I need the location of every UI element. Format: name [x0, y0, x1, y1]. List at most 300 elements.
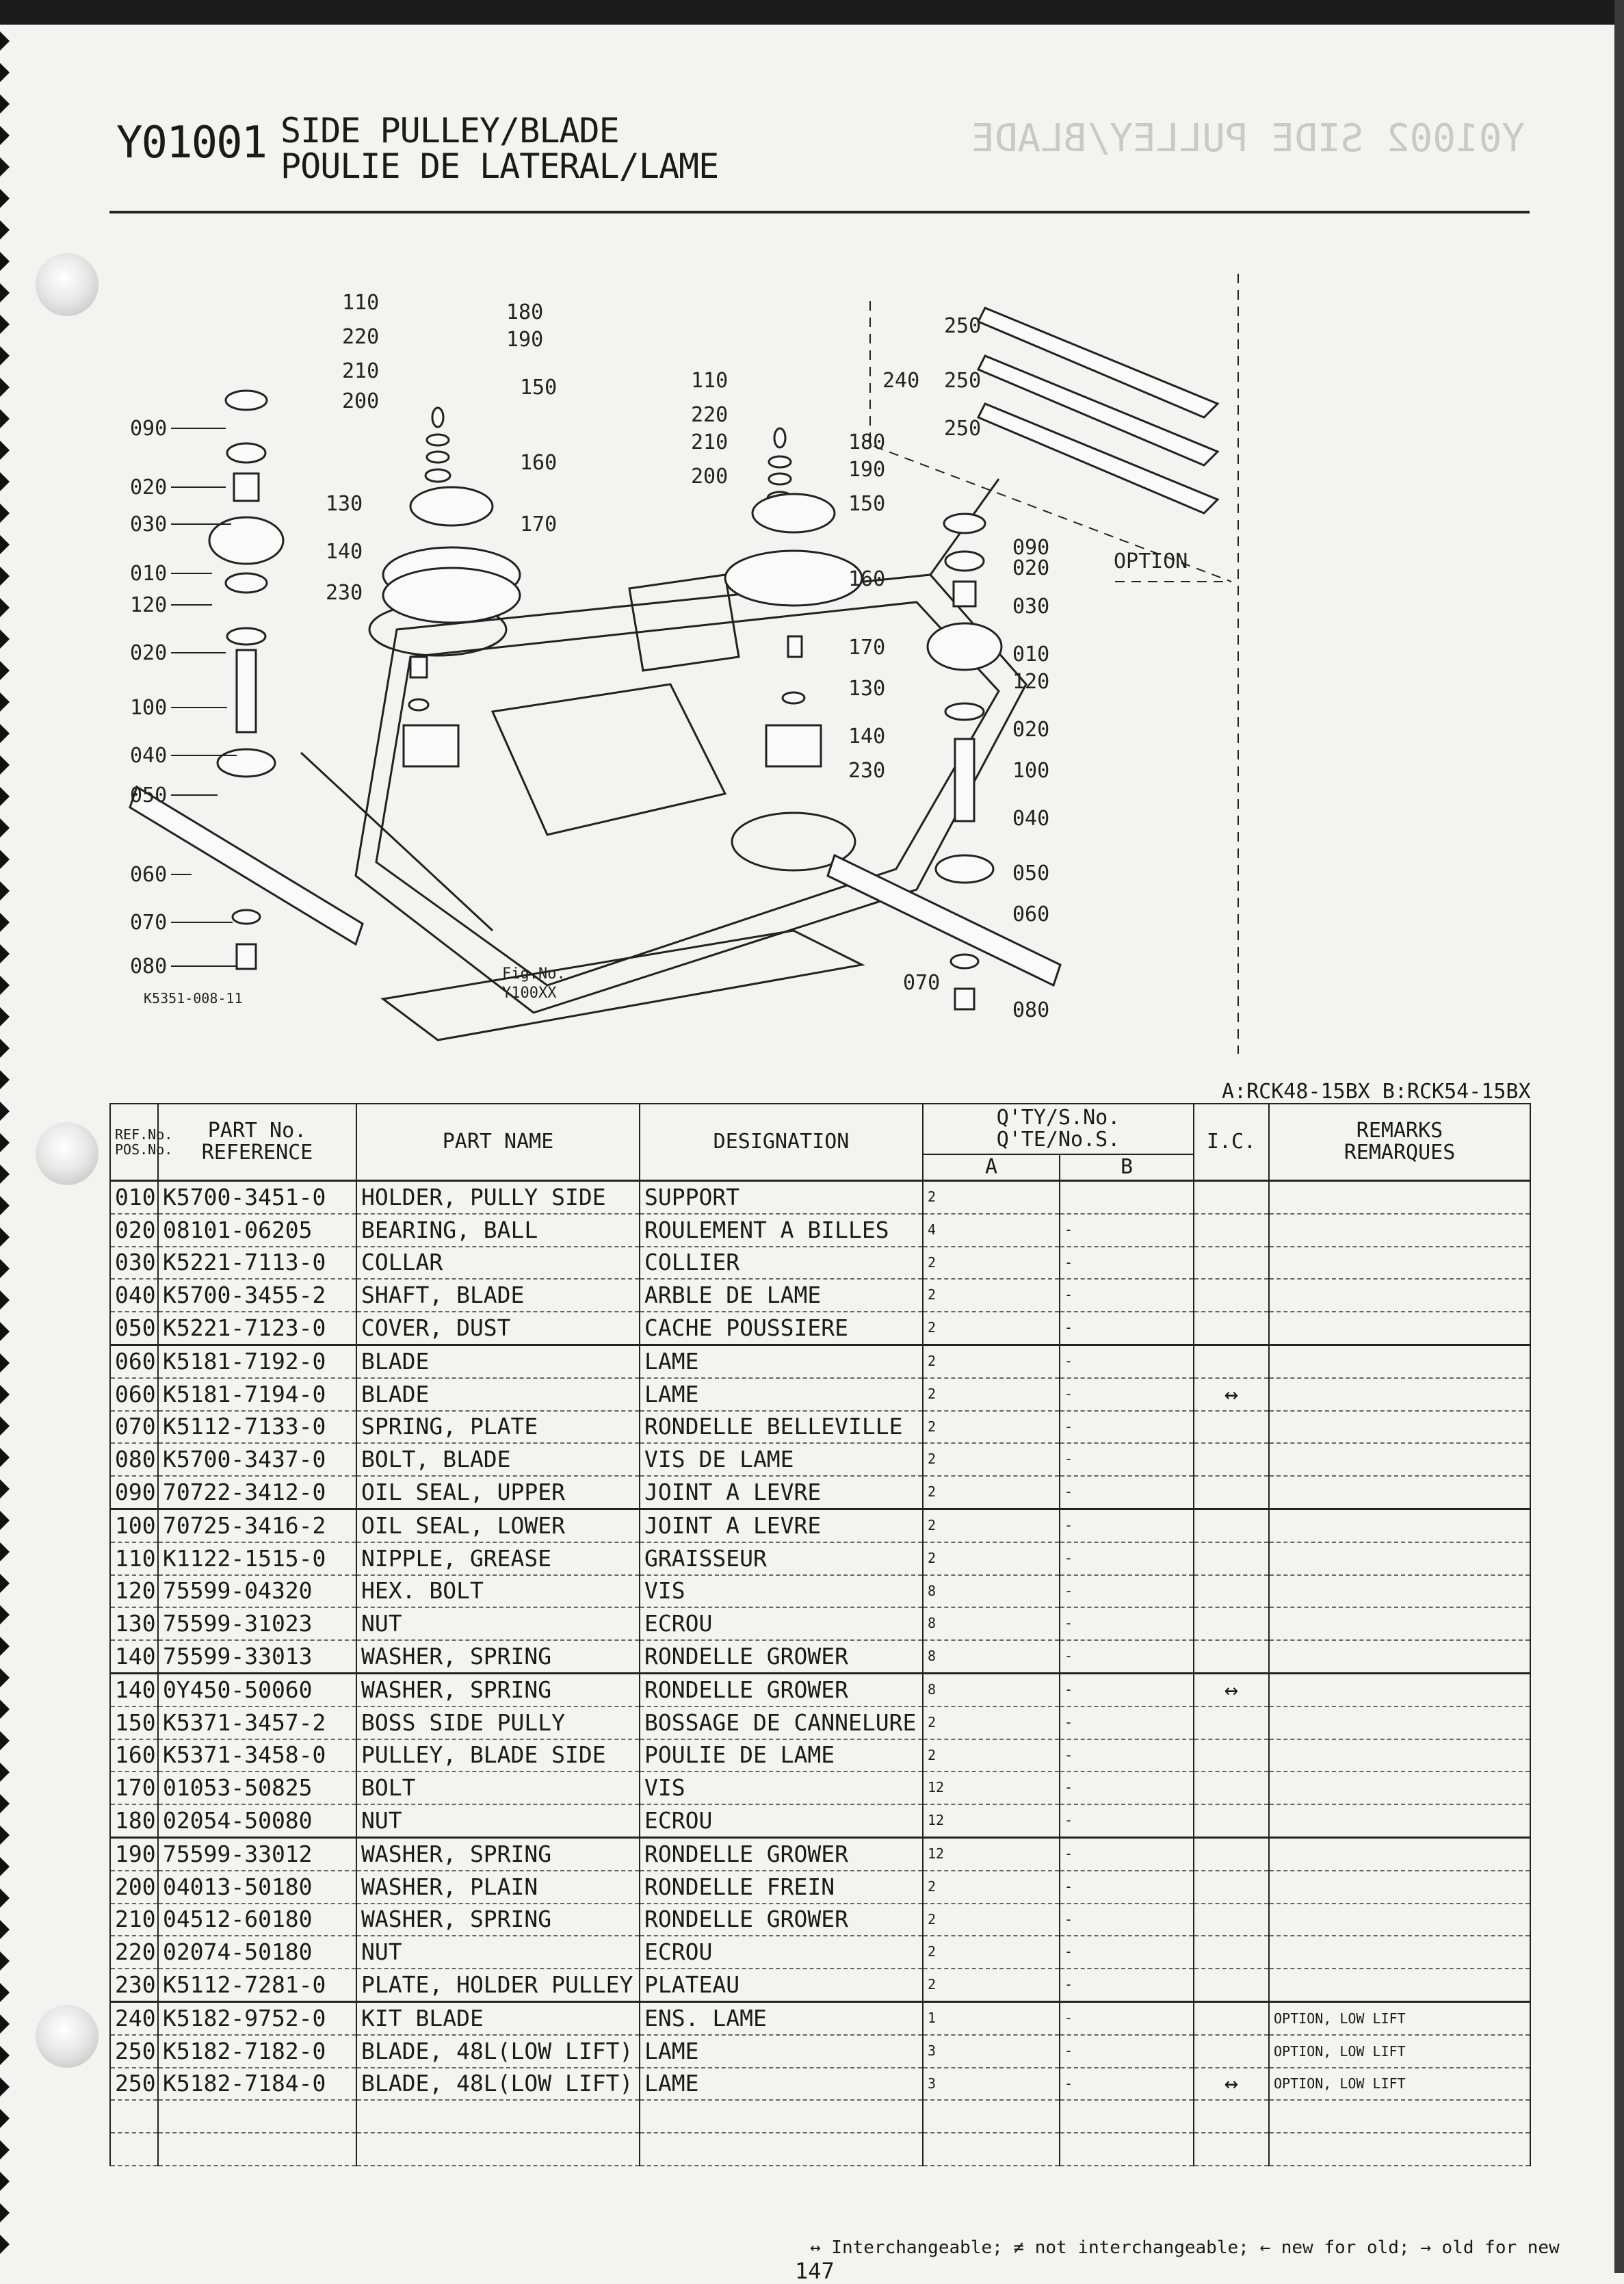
svg-text:050: 050 [1012, 861, 1050, 885]
part-no-cell: K1122-1515-0 [158, 1542, 356, 1575]
svg-text:120: 120 [130, 593, 168, 617]
part-name-cell: WASHER, SPRING [356, 1673, 640, 1706]
qty-b-cell: - [1060, 1378, 1194, 1411]
ref-no-cell: 240 [110, 2001, 158, 2034]
ref-no-cell [110, 2133, 158, 2166]
ic-cell: ↔ [1194, 1378, 1269, 1411]
part-name-cell: KIT BLADE [356, 2001, 640, 2034]
designation-cell: VIS [640, 1575, 923, 1608]
part-name-cell: BLADE, 48L(LOW LIFT) [356, 2035, 640, 2068]
ref-no-cell: 250 [110, 2035, 158, 2068]
svg-text:020: 020 [130, 641, 168, 665]
svg-text:030: 030 [1012, 595, 1050, 619]
table-row [110, 1214, 1530, 1247]
svg-text:060: 060 [130, 863, 168, 887]
svg-text:100: 100 [1012, 759, 1050, 783]
part-name-cell: WASHER, SPRING [356, 1640, 640, 1673]
table-row [110, 1378, 1530, 1411]
ic-cell [1194, 1509, 1269, 1542]
ref-no-cell: 120 [110, 1575, 158, 1608]
designation-header: DESIGNATION [640, 1104, 923, 1181]
svg-text:170: 170 [520, 512, 558, 536]
drawing-number: K5351-008-11 [144, 990, 243, 1007]
ref-no-cell: 250 [110, 2068, 158, 2101]
svg-text:100: 100 [130, 696, 168, 720]
table-row [110, 1411, 1530, 1444]
part-name-cell: COVER, DUST [356, 1312, 640, 1345]
svg-text:040: 040 [1012, 807, 1050, 831]
qty-a-cell: 8 [923, 1640, 1060, 1673]
qty-b-cell [1060, 2100, 1194, 2133]
qty-a-cell: 12 [923, 1772, 1060, 1804]
qty-a-cell: 8 [923, 1673, 1060, 1706]
ic-cell [1194, 1904, 1269, 1936]
ic-cell [1194, 1804, 1269, 1837]
svg-text:110: 110 [342, 291, 380, 315]
designation-cell: RONDELLE BELLEVILLE [640, 1411, 923, 1444]
ref-no-cell: 170 [110, 1772, 158, 1804]
fig-number: Y100XX [502, 985, 557, 1002]
designation-cell: BOSSAGE DE CANNELURE [640, 1706, 923, 1739]
remarks-cell [1269, 1378, 1530, 1411]
header-rule [109, 211, 1530, 213]
designation-cell: ECROU [640, 1804, 923, 1837]
ic-cell [1194, 1772, 1269, 1804]
qty-b-cell: - [1060, 1706, 1194, 1739]
part-name-cell: BLADE, 48L(LOW LIFT) [356, 2068, 640, 2101]
model-caption: A:RCK48-15BX B:RCK54-15BX [1222, 1080, 1531, 1104]
qty-b-cell: - [1060, 1969, 1194, 2001]
col-a-header: A [923, 1154, 1060, 1181]
parts-table [109, 1103, 1531, 2166]
ic-cell [1194, 1706, 1269, 1739]
qty-b-cell: - [1060, 1837, 1194, 1870]
svg-text:010: 010 [1012, 643, 1050, 666]
ref-no-cell: 080 [110, 1443, 158, 1476]
qty-b-cell: - [1060, 1904, 1194, 1936]
part-name-cell: BOLT, BLADE [356, 1443, 640, 1476]
part-no-cell: K5700-3455-2 [158, 1279, 356, 1312]
table-row [110, 1969, 1530, 2001]
ic-cell [1194, 1969, 1269, 2001]
qty-a-cell: 2 [923, 1739, 1060, 1772]
ic-cell [1194, 1411, 1269, 1444]
table-row [110, 1509, 1530, 1542]
qty-b-cell: - [1060, 1640, 1194, 1673]
svg-text:220: 220 [691, 403, 729, 427]
svg-text:090: 090 [1012, 536, 1050, 560]
part-no-cell: K5182-9752-0 [158, 2001, 356, 2034]
bleed-through-text: Y01002 SIDE PULLEY/BLADE [971, 116, 1525, 161]
part-name-header: PART NAME [356, 1104, 640, 1181]
ref-no-cell: 110 [110, 1542, 158, 1575]
table-row [110, 1607, 1530, 1640]
part-no-cell: 75599-04320 [158, 1575, 356, 1608]
ref-no-cell: 060 [110, 1345, 158, 1377]
ic-cell [1194, 1181, 1269, 1214]
designation-cell: RONDELLE GROWER [640, 1837, 923, 1870]
table-row [110, 2133, 1530, 2166]
table-row [110, 1247, 1530, 1280]
remarks-cell [1269, 1640, 1530, 1673]
table-row [110, 1739, 1530, 1772]
remarks-cell [1269, 1871, 1530, 1904]
part-name-cell: SPRING, PLATE [356, 1411, 640, 1444]
ic-cell [1194, 1607, 1269, 1640]
part-no-cell: 08101-06205 [158, 1214, 356, 1247]
remarks-cell [1269, 1443, 1530, 1476]
qty-a-cell: 2 [923, 1509, 1060, 1542]
part-name-cell: NUT [356, 1804, 640, 1837]
part-name-cell: BLADE [356, 1345, 640, 1377]
qty-a-cell: 12 [923, 1804, 1060, 1837]
remarks-cell [1269, 2100, 1530, 2133]
qty-b-cell: - [1060, 1871, 1194, 1904]
designation-cell: VIS DE LAME [640, 1443, 923, 1476]
svg-text:070: 070 [130, 911, 168, 935]
qty-b-cell: - [1060, 1247, 1194, 1280]
qty-b-cell: - [1060, 1476, 1194, 1509]
svg-text:210: 210 [691, 430, 729, 454]
qty-a-cell: 2 [923, 1411, 1060, 1444]
page-code: Y01001 [116, 118, 267, 168]
table-row [110, 1640, 1530, 1673]
designation-cell: LAME [640, 2068, 923, 2101]
ref-no-cell: 140 [110, 1640, 158, 1673]
qty-b-cell: - [1060, 1509, 1194, 1542]
part-name-cell: WASHER, SPRING [356, 1837, 640, 1870]
ic-header: I.C. [1194, 1104, 1269, 1181]
ref-no-cell: 180 [110, 1804, 158, 1837]
table-row [110, 1904, 1530, 1936]
ref-no-cell: 060 [110, 1378, 158, 1411]
qty-b-cell: - [1060, 1772, 1194, 1804]
part-name-cell: COLLAR [356, 1247, 640, 1280]
part-name-cell: WASHER, SPRING [356, 1904, 640, 1936]
designation-cell: ARBLE DE LAME [640, 1279, 923, 1312]
ref-no-cell: 210 [110, 1904, 158, 1936]
qty-b-cell: - [1060, 1312, 1194, 1345]
svg-text:210: 210 [342, 359, 380, 383]
svg-text:110: 110 [691, 369, 729, 393]
ic-cell [1194, 1476, 1269, 1509]
svg-text:020: 020 [130, 476, 168, 499]
table-row [110, 2035, 1530, 2068]
part-no-cell: 04013-50180 [158, 1871, 356, 1904]
qty-b-cell: - [1060, 1575, 1194, 1608]
ref-no-cell: 010 [110, 1181, 158, 1214]
designation-cell: COLLIER [640, 1247, 923, 1280]
qty-b-cell: - [1060, 1443, 1194, 1476]
svg-text:150: 150 [520, 376, 558, 400]
table-row [110, 1345, 1530, 1377]
svg-text:180: 180 [848, 430, 886, 454]
part-no-cell: 70722-3412-0 [158, 1476, 356, 1509]
ic-cell [1194, 1345, 1269, 1377]
ic-cell [1194, 1837, 1269, 1870]
qty-a-cell: 8 [923, 1607, 1060, 1640]
qty-a-cell: 1 [923, 2001, 1060, 2034]
qty-a-cell: 2 [923, 1706, 1060, 1739]
part-no-cell: 70725-3416-2 [158, 1509, 356, 1542]
designation-cell: ECROU [640, 1936, 923, 1969]
part-name-cell: NUT [356, 1936, 640, 1969]
svg-text:140: 140 [848, 725, 886, 749]
ic-cell [1194, 1575, 1269, 1608]
qty-b-cell: - [1060, 1673, 1194, 1706]
svg-text:230: 230 [848, 759, 886, 783]
punch-hole-bottom [36, 2005, 99, 2068]
remarks-cell [1269, 1279, 1530, 1312]
part-no-cell: K5221-7123-0 [158, 1312, 356, 1345]
remarks-cell [1269, 2133, 1530, 2166]
part-no-cell: K5182-7182-0 [158, 2035, 356, 2068]
exploded-parts-diagram [109, 274, 1530, 1054]
part-no-header: PART No. REFERENCE [158, 1104, 356, 1181]
part-name-cell: BLADE [356, 1378, 640, 1411]
remarks-cell [1269, 1969, 1530, 2001]
part-name-cell: NUT [356, 1607, 640, 1640]
part-no-cell: K5112-7133-0 [158, 1411, 356, 1444]
svg-text:190: 190 [506, 328, 544, 352]
svg-text:190: 190 [848, 458, 886, 482]
svg-text:220: 220 [342, 325, 380, 349]
ic-cell [1194, 2133, 1269, 2166]
callouts-left [130, 417, 167, 978]
remarks-cell: OPTION, LOW LIFT [1269, 2035, 1530, 2068]
part-no-cell: 02074-50180 [158, 1936, 356, 1969]
qty-b-cell: - [1060, 2068, 1194, 2101]
part-no-cell: 04512-60180 [158, 1904, 356, 1936]
svg-text:150: 150 [848, 492, 886, 516]
svg-text:200: 200 [691, 465, 729, 489]
svg-text:080: 080 [1012, 998, 1050, 1022]
qty-a-cell: 3 [923, 2068, 1060, 2101]
qty-a-cell: 4 [923, 1214, 1060, 1247]
designation-cell [640, 2100, 923, 2133]
part-name-cell: PLATE, HOLDER PULLEY [356, 1969, 640, 2001]
qty-a-cell: 8 [923, 1575, 1060, 1608]
qty-b-cell: - [1060, 2001, 1194, 2034]
right-spindle-assembly [725, 428, 1060, 1009]
svg-text:160: 160 [520, 451, 558, 475]
punch-hole-top [36, 253, 99, 316]
remarks-cell [1269, 1247, 1530, 1280]
ic-cell: ↔ [1194, 1673, 1269, 1706]
spiral-binding [0, 27, 15, 2258]
svg-text:130: 130 [848, 677, 886, 701]
svg-text:250: 250 [944, 417, 982, 441]
designation-cell: ECROU [640, 1607, 923, 1640]
ref-no-header: REF.No. POS.No. [110, 1104, 158, 1181]
part-name-cell: NIPPLE, GREASE [356, 1542, 640, 1575]
qty-a-cell: 2 [923, 1312, 1060, 1345]
table-row [110, 1312, 1530, 1345]
ref-no-cell: 030 [110, 1247, 158, 1280]
part-name-cell: HEX. BOLT [356, 1575, 640, 1608]
qty-b-cell: - [1060, 1607, 1194, 1640]
table-row [110, 1936, 1530, 1969]
designation-cell: SUPPORT [640, 1181, 923, 1214]
ref-no-cell: 100 [110, 1509, 158, 1542]
remarks-cell: OPTION, LOW LIFT [1269, 2001, 1530, 2034]
remarks-cell [1269, 1214, 1530, 1247]
designation-cell: LAME [640, 1378, 923, 1411]
svg-text:010: 010 [130, 562, 168, 586]
ic-cell [1194, 1214, 1269, 1247]
table-row [110, 1279, 1530, 1312]
scan-top-edge [0, 0, 1624, 25]
ref-no-cell: 070 [110, 1411, 158, 1444]
table-row [110, 2068, 1530, 2101]
part-no-cell: 02054-50080 [158, 1804, 356, 1837]
designation-cell: CACHE POUSSIERE [640, 1312, 923, 1345]
svg-text:120: 120 [1012, 670, 1050, 694]
svg-text:040: 040 [130, 744, 168, 768]
part-name-cell: BEARING, BALL [356, 1214, 640, 1247]
ic-cell [1194, 1247, 1269, 1280]
ref-no-cell: 220 [110, 1936, 158, 1969]
part-name-cell: BOSS SIDE PULLY [356, 1706, 640, 1739]
designation-cell: LAME [640, 1345, 923, 1377]
svg-text:030: 030 [130, 512, 168, 536]
designation-cell: JOINT A LEVRE [640, 1476, 923, 1509]
ref-no-cell: 200 [110, 1871, 158, 1904]
designation-cell: RONDELLE GROWER [640, 1640, 923, 1673]
qty-a-cell: 2 [923, 1378, 1060, 1411]
designation-cell: RONDELLE GROWER [640, 1904, 923, 1936]
page-number: 147 [795, 2258, 835, 2284]
table-row [110, 2100, 1530, 2133]
table-row [110, 1673, 1530, 1706]
ref-no-cell: 140 [110, 1673, 158, 1706]
qty-a-cell: 12 [923, 1837, 1060, 1870]
table-row [110, 1575, 1530, 1608]
option-label: OPTION [1114, 549, 1188, 573]
ref-no-cell: 230 [110, 1969, 158, 2001]
part-no-cell [158, 2100, 356, 2133]
table-row [110, 1871, 1530, 1904]
part-no-cell: 01053-50825 [158, 1772, 356, 1804]
qty-a-cell: 2 [923, 1969, 1060, 2001]
ref-no-cell: 190 [110, 1837, 158, 1870]
ref-no-cell: 050 [110, 1312, 158, 1345]
designation-cell: JOINT A LEVRE [640, 1509, 923, 1542]
quantity-header: Q'TY/S.No. Q'TE/No.S. [923, 1104, 1194, 1154]
designation-cell [640, 2133, 923, 2166]
designation-cell: RONDELLE GROWER [640, 1673, 923, 1706]
svg-text:250: 250 [944, 314, 982, 338]
part-no-cell: K5221-7113-0 [158, 1247, 356, 1280]
ic-cell [1194, 1871, 1269, 1904]
part-name-cell: SHAFT, BLADE [356, 1279, 640, 1312]
remarks-cell [1269, 1772, 1530, 1804]
ic-cell [1194, 1279, 1269, 1312]
table-row [110, 1837, 1530, 1870]
option-blades [978, 308, 1218, 513]
svg-text:230: 230 [326, 581, 363, 605]
remarks-cell [1269, 1607, 1530, 1640]
ic-cell [1194, 1936, 1269, 1969]
part-name-cell [356, 2100, 640, 2133]
remarks-cell [1269, 1542, 1530, 1575]
designation-cell: PLATEAU [640, 1969, 923, 2001]
qty-b-cell: - [1060, 1542, 1194, 1575]
part-name-cell: WASHER, PLAIN [356, 1871, 640, 1904]
designation-cell: VIS [640, 1772, 923, 1804]
ic-cell: ↔ [1194, 2068, 1269, 2101]
remarks-cell [1269, 1673, 1530, 1706]
part-no-cell: 75599-33012 [158, 1837, 356, 1870]
table-row [110, 1476, 1530, 1509]
remarks-cell [1269, 1904, 1530, 1936]
ic-cell [1194, 1443, 1269, 1476]
center-pulley-assembly [383, 408, 520, 766]
remarks-cell [1269, 1706, 1530, 1739]
page-title-fr: POULIE DE LATERAL/LAME [280, 146, 719, 186]
remarks-cell [1269, 1739, 1530, 1772]
qty-a-cell: 2 [923, 1476, 1060, 1509]
part-no-cell: K5182-7184-0 [158, 2068, 356, 2101]
ic-cell [1194, 1312, 1269, 1345]
qty-a-cell: 2 [923, 1542, 1060, 1575]
table-row [110, 1804, 1530, 1837]
ic-cell [1194, 2001, 1269, 2034]
ref-no-cell: 040 [110, 1279, 158, 1312]
part-no-cell: K5371-3458-0 [158, 1739, 356, 1772]
col-b-header: B [1060, 1154, 1194, 1181]
qty-b-cell: - [1060, 1739, 1194, 1772]
table-row [110, 2001, 1530, 2034]
qty-a-cell: 2 [923, 1936, 1060, 1969]
qty-b-cell [1060, 1181, 1194, 1214]
part-name-cell: HOLDER, PULLY SIDE [356, 1181, 640, 1214]
remarks-cell [1269, 1804, 1530, 1837]
part-no-cell: K5700-3437-0 [158, 1443, 356, 1476]
remarks-cell [1269, 1312, 1530, 1345]
designation-cell: RONDELLE FREIN [640, 1871, 923, 1904]
remarks-cell [1269, 1509, 1530, 1542]
qty-b-cell: - [1060, 1804, 1194, 1837]
remarks-cell [1269, 1411, 1530, 1444]
part-no-cell: K5181-7194-0 [158, 1378, 356, 1411]
qty-a-cell: 3 [923, 2035, 1060, 2068]
interchangeability-legend: ↔ Interchangeable; ≠ not interchangeable; ← new for old; → old for new [810, 2237, 1560, 2258]
qty-a-cell: 2 [923, 1181, 1060, 1214]
callouts-option [882, 314, 981, 441]
table-row [110, 1542, 1530, 1575]
part-no-cell: 0Y450-50060 [158, 1673, 356, 1706]
svg-text:240: 240 [882, 369, 920, 393]
qty-a-cell: 2 [923, 1279, 1060, 1312]
ref-no-cell: 020 [110, 1214, 158, 1247]
qty-b-cell: - [1060, 1345, 1194, 1377]
table-row [110, 1772, 1530, 1804]
svg-text:020: 020 [1012, 718, 1050, 742]
part-name-cell: PULLEY, BLADE SIDE [356, 1739, 640, 1772]
part-no-cell: 75599-31023 [158, 1607, 356, 1640]
remarks-cell [1269, 1936, 1530, 1969]
qty-b-cell: - [1060, 1936, 1194, 1969]
part-name-cell [356, 2133, 640, 2166]
svg-text:020: 020 [1012, 556, 1050, 580]
remarks-header: REMARKS REMARQUES [1269, 1104, 1530, 1181]
qty-b-cell: - [1060, 1214, 1194, 1247]
svg-text:200: 200 [342, 389, 380, 413]
qty-b-cell: - [1060, 2035, 1194, 2068]
designation-cell: LAME [640, 2035, 923, 2068]
designation-cell: ENS. LAME [640, 2001, 923, 2034]
